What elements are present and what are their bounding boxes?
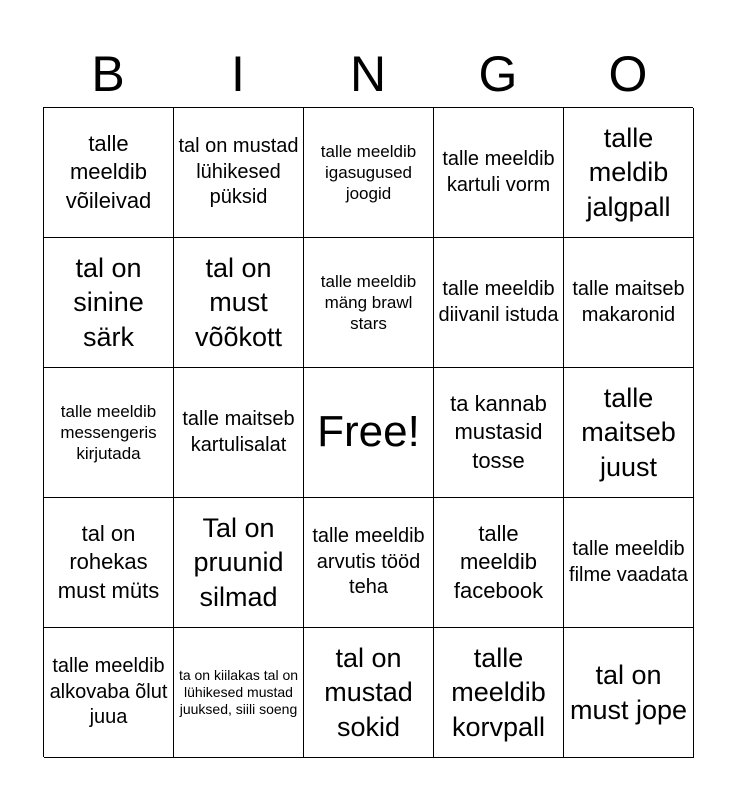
header-letter-i: I xyxy=(231,46,245,102)
cell-text: ta kannab mustasid tosse xyxy=(450,391,547,473)
header-letter-o: O xyxy=(608,46,648,102)
bingo-cell-r5-c1[interactable] xyxy=(44,628,174,758)
bingo-cell-r5-c5[interactable] xyxy=(564,628,694,758)
cell-text: talle maitseb juust xyxy=(581,382,676,482)
cell-text: tal on sinine särk xyxy=(73,252,144,352)
cell-text: tal on rohekas must müts xyxy=(57,521,160,603)
bingo-cell-r5-c4[interactable] xyxy=(434,628,564,758)
bingo-cell-r3-c2[interactable] xyxy=(174,368,304,498)
bingo-header xyxy=(43,40,693,108)
cell-text: talle meeldib igasugused joogid xyxy=(320,141,417,204)
bingo-cell-r2-c2[interactable] xyxy=(174,238,304,368)
bingo-cell-r3-c5[interactable] xyxy=(564,368,694,498)
bingo-cell-r2-c5[interactable] xyxy=(564,238,694,368)
header-letter-g: G xyxy=(478,46,518,102)
bingo-cell-r4-c4[interactable] xyxy=(434,498,564,628)
bingo-board xyxy=(43,107,693,757)
bingo-cell-free[interactable] xyxy=(304,368,434,498)
bingo-cell-r3-c1[interactable] xyxy=(44,368,174,498)
cell-text: talle meldib jalgpall xyxy=(586,122,671,222)
cell-text: talle meeldib korvpall xyxy=(451,642,546,742)
cell-text: talle meeldib diivanil istuda xyxy=(438,277,559,326)
bingo-cell-r1-c3[interactable] xyxy=(304,108,434,238)
cell-text: Tal on pruunid silmad xyxy=(193,512,284,612)
cell-text: talle meeldib facebook xyxy=(453,521,544,603)
cell-text: talle meeldib filme vaadata xyxy=(569,537,688,586)
bingo-cell-r2-c3[interactable] xyxy=(304,238,434,368)
cell-text: talle maitseb kartulisalat xyxy=(182,407,295,456)
cell-text: talle meeldib alkovaba õlut juua xyxy=(49,655,168,729)
bingo-cell-r1-c1[interactable] xyxy=(44,108,174,238)
header-letter-n: N xyxy=(349,46,387,102)
cell-text: talle meeldib arvutis tööd teha xyxy=(312,525,425,599)
header-letter-b: B xyxy=(91,46,125,102)
free-space-label: Free! xyxy=(317,407,420,457)
cell-text: tal on mustad sokid xyxy=(324,642,413,742)
cell-text: talle meeldib kartuli vorm xyxy=(442,147,555,196)
cell-text: tal on mustad lühikesed püksid xyxy=(178,135,299,209)
bingo-cell-r1-c4[interactable] xyxy=(434,108,564,238)
bingo-cell-r2-c1[interactable] xyxy=(44,238,174,368)
bingo-cell-r1-c2[interactable] xyxy=(174,108,304,238)
bingo-cell-r3-c4[interactable] xyxy=(434,368,564,498)
cell-text: talle meeldib võileivad xyxy=(65,131,152,213)
cell-text: talle meeldib messengeris kirjutada xyxy=(60,401,157,464)
cell-text: talle maitseb makaronid xyxy=(572,277,685,326)
cell-text: talle meeldib mäng brawl stars xyxy=(320,271,417,334)
bingo-cell-r1-c5[interactable] xyxy=(564,108,694,238)
bingo-cell-r2-c4[interactable] xyxy=(434,238,564,368)
cell-text: tal on must võõkott xyxy=(194,252,283,352)
bingo-cell-r5-c3[interactable] xyxy=(304,628,434,758)
bingo-cell-r5-c2[interactable] xyxy=(174,628,304,758)
cell-text: ta on kiilakas tal on lühikesed mustad juuksed, siili soeng xyxy=(178,667,299,717)
cell-text: tal on must jope xyxy=(569,659,688,725)
bingo-cell-r4-c5[interactable] xyxy=(564,498,694,628)
bingo-cell-r4-c1[interactable] xyxy=(44,498,174,628)
bingo-cell-r4-c2[interactable] xyxy=(174,498,304,628)
bingo-cell-r4-c3[interactable] xyxy=(304,498,434,628)
